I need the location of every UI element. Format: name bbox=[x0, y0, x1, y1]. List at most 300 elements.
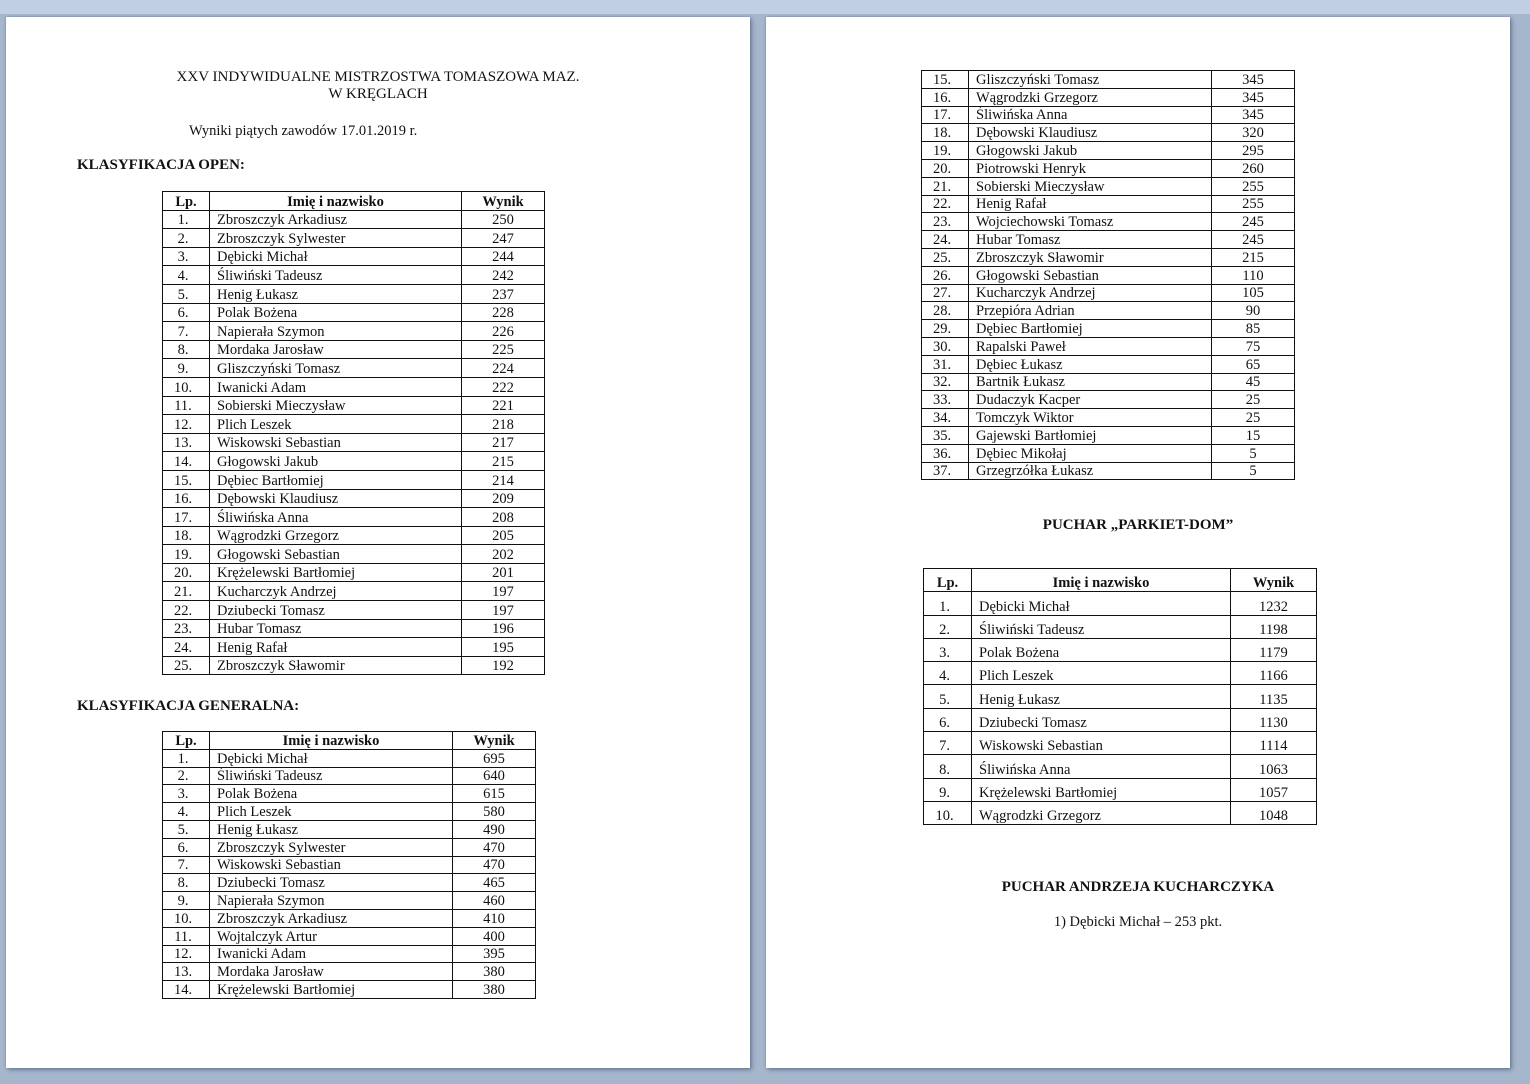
table-row bbox=[922, 391, 1295, 409]
row-score: 465 bbox=[453, 874, 536, 892]
row-player-name: Gliszczyński Tomasz bbox=[210, 359, 462, 378]
row-score: 1057 bbox=[1231, 778, 1317, 801]
table-row bbox=[163, 820, 536, 838]
table-row bbox=[922, 71, 1295, 89]
row-player-name: Krężelewski Bartłomiej bbox=[210, 981, 453, 999]
row-score: 222 bbox=[462, 377, 545, 396]
table-row bbox=[163, 619, 545, 638]
row-score: 244 bbox=[462, 247, 545, 266]
row-rank: 20. bbox=[922, 159, 969, 177]
row-player-name: Dębicki Michał bbox=[210, 749, 453, 767]
document-page-1 bbox=[6, 17, 750, 1068]
row-score: 25 bbox=[1212, 391, 1295, 409]
row-player-name: Dębicki Michał bbox=[210, 247, 462, 266]
row-score: 25 bbox=[1212, 409, 1295, 427]
header-score: Wynik bbox=[453, 732, 536, 750]
row-rank: 9. bbox=[163, 892, 210, 910]
row-rank: 4. bbox=[163, 266, 210, 285]
table-row bbox=[163, 284, 545, 303]
row-player-name: Śliwiński Tadeusz bbox=[972, 615, 1231, 638]
table-row bbox=[163, 396, 545, 415]
row-rank: 22. bbox=[922, 195, 969, 213]
row-rank: 10. bbox=[163, 909, 210, 927]
row-player-name: Dziubecki Tomasz bbox=[972, 708, 1231, 731]
row-score: 110 bbox=[1212, 266, 1295, 284]
row-player-name: Henig Rafał bbox=[969, 195, 1212, 213]
kucharczyk-cup-result: 1) Dębicki Michał – 253 pkt. bbox=[1053, 914, 1223, 930]
row-rank: 5. bbox=[163, 284, 210, 303]
row-score: 214 bbox=[462, 470, 545, 489]
row-score: 260 bbox=[1212, 159, 1295, 177]
row-rank: 12. bbox=[163, 945, 210, 963]
row-rank: 17. bbox=[163, 508, 210, 527]
row-rank: 8. bbox=[163, 874, 210, 892]
row-player-name: Plich Leszek bbox=[210, 415, 462, 434]
row-score: 192 bbox=[462, 656, 545, 675]
row-player-name: Henig Rafał bbox=[210, 638, 462, 657]
row-player-name: Napierała Szymon bbox=[210, 322, 462, 341]
row-rank: 15. bbox=[922, 71, 969, 89]
row-rank: 34. bbox=[922, 409, 969, 427]
row-player-name: Dudaczyk Kacper bbox=[969, 391, 1212, 409]
row-rank: 23. bbox=[163, 619, 210, 638]
row-player-name: Kucharczyk Andrzej bbox=[210, 582, 462, 601]
parkiet-dom-cup-heading: PUCHAR „PARKIET-DOM” bbox=[1042, 517, 1234, 533]
table-row bbox=[163, 210, 545, 229]
table-row bbox=[163, 526, 545, 545]
table-row bbox=[922, 409, 1295, 427]
row-rank: 27. bbox=[922, 284, 969, 302]
title-line-2: W KRĘGLACH bbox=[328, 86, 428, 102]
row-player-name: Wiskowski Sebastian bbox=[210, 856, 453, 874]
table-row bbox=[922, 159, 1295, 177]
row-score: 490 bbox=[453, 820, 536, 838]
row-player-name: Henig Łukasz bbox=[210, 820, 453, 838]
row-rank: 4. bbox=[163, 803, 210, 821]
table-row bbox=[163, 322, 545, 341]
results-subtitle: Wyniki piątych zawodów 17.01.2019 r. bbox=[189, 123, 418, 139]
row-score: 65 bbox=[1212, 355, 1295, 373]
table-row bbox=[922, 195, 1295, 213]
row-player-name: Przepióra Adrian bbox=[969, 302, 1212, 320]
row-rank: 11. bbox=[163, 396, 210, 415]
table-row bbox=[922, 284, 1295, 302]
row-score: 15 bbox=[1212, 426, 1295, 444]
row-score: 201 bbox=[462, 563, 545, 582]
row-score: 1114 bbox=[1231, 732, 1317, 755]
row-score: 1063 bbox=[1231, 755, 1317, 778]
row-score: 255 bbox=[1212, 195, 1295, 213]
row-rank: 3. bbox=[163, 785, 210, 803]
row-player-name: Głogowski Jakub bbox=[969, 142, 1212, 160]
row-rank: 19. bbox=[922, 142, 969, 160]
row-score: 196 bbox=[462, 619, 545, 638]
table-header-row bbox=[163, 732, 536, 750]
document-page-2 bbox=[766, 17, 1510, 1068]
row-player-name: Plich Leszek bbox=[972, 662, 1231, 685]
row-player-name: Śliwiński Tadeusz bbox=[210, 266, 462, 285]
table-row bbox=[163, 377, 545, 396]
table-row bbox=[163, 582, 545, 601]
row-player-name: Iwanicki Adam bbox=[210, 945, 453, 963]
row-score: 85 bbox=[1212, 320, 1295, 338]
row-score: 250 bbox=[462, 210, 545, 229]
row-rank: 28. bbox=[922, 302, 969, 320]
row-player-name: Henig Łukasz bbox=[210, 284, 462, 303]
row-rank: 2. bbox=[163, 767, 210, 785]
header-score: Wynik bbox=[1231, 569, 1317, 592]
row-player-name: Piotrowski Henryk bbox=[969, 159, 1212, 177]
table-row bbox=[922, 355, 1295, 373]
row-player-name: Plich Leszek bbox=[210, 803, 453, 821]
row-player-name: Polak Bożena bbox=[210, 303, 462, 322]
row-rank: 22. bbox=[163, 601, 210, 620]
row-score: 195 bbox=[462, 638, 545, 657]
row-score: 400 bbox=[453, 927, 536, 945]
row-score: 1135 bbox=[1231, 685, 1317, 708]
row-rank: 7. bbox=[163, 856, 210, 874]
table-row bbox=[163, 340, 545, 359]
row-rank: 8. bbox=[924, 755, 972, 778]
row-score: 5 bbox=[1212, 462, 1295, 480]
row-rank: 2. bbox=[163, 229, 210, 248]
row-score: 615 bbox=[453, 785, 536, 803]
row-score: 224 bbox=[462, 359, 545, 378]
row-score: 209 bbox=[462, 489, 545, 508]
row-rank: 7. bbox=[163, 322, 210, 341]
row-rank: 29. bbox=[922, 320, 969, 338]
table-row bbox=[922, 444, 1295, 462]
table-header-row bbox=[924, 569, 1317, 592]
row-player-name: Wojciechowski Tomasz bbox=[969, 213, 1212, 231]
row-player-name: Głogowski Sebastian bbox=[969, 266, 1212, 284]
row-score: 237 bbox=[462, 284, 545, 303]
table-row bbox=[163, 489, 545, 508]
row-player-name: Dziubecki Tomasz bbox=[210, 874, 453, 892]
table-row bbox=[922, 124, 1295, 142]
row-player-name: Krężelewski Bartłomiej bbox=[972, 778, 1231, 801]
row-score: 1130 bbox=[1231, 708, 1317, 731]
row-score: 5 bbox=[1212, 444, 1295, 462]
table-row bbox=[922, 106, 1295, 124]
row-rank: 24. bbox=[922, 231, 969, 249]
row-rank: 11. bbox=[163, 927, 210, 945]
row-rank: 16. bbox=[163, 489, 210, 508]
table-row bbox=[924, 662, 1317, 685]
row-rank: 17. bbox=[922, 106, 969, 124]
row-score: 380 bbox=[453, 963, 536, 981]
row-score: 221 bbox=[462, 396, 545, 415]
row-score: 1048 bbox=[1231, 801, 1317, 824]
row-rank: 1. bbox=[924, 592, 972, 615]
table-row bbox=[163, 945, 536, 963]
row-score: 345 bbox=[1212, 71, 1295, 89]
general-classification-heading: KLASYFIKACJA GENERALNA: bbox=[77, 698, 300, 714]
row-player-name: Głogowski Sebastian bbox=[210, 545, 462, 564]
row-score: 197 bbox=[462, 582, 545, 601]
title-line-1: XXV INDYWIDUALNE MISTRZOSTWA TOMASZOWA MAZ. bbox=[176, 69, 580, 85]
row-player-name: Śliwińska Anna bbox=[972, 755, 1231, 778]
row-rank: 25. bbox=[163, 656, 210, 675]
general-classification-table bbox=[162, 731, 536, 999]
row-rank: 35. bbox=[922, 426, 969, 444]
row-player-name: Wojtalczyk Artur bbox=[210, 927, 453, 945]
row-rank: 19. bbox=[163, 545, 210, 564]
table-row bbox=[924, 755, 1317, 778]
row-rank: 20. bbox=[163, 563, 210, 582]
row-score: 205 bbox=[462, 526, 545, 545]
header-name: Imię i nazwisko bbox=[972, 569, 1231, 592]
table-row bbox=[163, 266, 545, 285]
row-rank: 24. bbox=[163, 638, 210, 657]
row-rank: 36. bbox=[922, 444, 969, 462]
row-player-name: Tomczyk Wiktor bbox=[969, 409, 1212, 427]
row-rank: 32. bbox=[922, 373, 969, 391]
table-row bbox=[922, 373, 1295, 391]
table-row bbox=[922, 231, 1295, 249]
row-score: 1232 bbox=[1231, 592, 1317, 615]
row-score: 247 bbox=[462, 229, 545, 248]
row-score: 225 bbox=[462, 340, 545, 359]
row-rank: 13. bbox=[163, 433, 210, 452]
row-player-name: Gajewski Bartłomiej bbox=[969, 426, 1212, 444]
row-score: 1198 bbox=[1231, 615, 1317, 638]
row-rank: 1. bbox=[163, 210, 210, 229]
table-row bbox=[163, 508, 545, 527]
row-player-name: Śliwińska Anna bbox=[969, 106, 1212, 124]
row-score: 218 bbox=[462, 415, 545, 434]
row-player-name: Krężelewski Bartłomiej bbox=[210, 563, 462, 582]
row-rank: 10. bbox=[163, 377, 210, 396]
row-rank: 4. bbox=[924, 662, 972, 685]
row-rank: 6. bbox=[163, 303, 210, 322]
row-player-name: Wiskowski Sebastian bbox=[972, 732, 1231, 755]
table-row bbox=[924, 685, 1317, 708]
row-rank: 21. bbox=[163, 582, 210, 601]
row-player-name: Wiskowski Sebastian bbox=[210, 433, 462, 452]
row-player-name: Zbroszczyk Sylwester bbox=[210, 229, 462, 248]
table-row bbox=[163, 470, 545, 489]
row-player-name: Zbroszczyk Sławomir bbox=[969, 248, 1212, 266]
table-row bbox=[924, 592, 1317, 615]
row-score: 208 bbox=[462, 508, 545, 527]
table-row bbox=[163, 247, 545, 266]
row-score: 410 bbox=[453, 909, 536, 927]
table-row bbox=[163, 303, 545, 322]
table-row bbox=[922, 320, 1295, 338]
kucharczyk-cup-heading: PUCHAR ANDRZEJA KUCHARCZYKA bbox=[1001, 879, 1275, 895]
row-player-name: Napierała Szymon bbox=[210, 892, 453, 910]
row-player-name: Gliszczyński Tomasz bbox=[969, 71, 1212, 89]
table-row bbox=[163, 433, 545, 452]
table-row bbox=[163, 749, 536, 767]
row-player-name: Wągrodzki Grzegorz bbox=[210, 526, 462, 545]
row-score: 695 bbox=[453, 749, 536, 767]
row-rank: 6. bbox=[163, 838, 210, 856]
table-row bbox=[163, 785, 536, 803]
row-player-name: Dębiec Bartłomiej bbox=[210, 470, 462, 489]
row-score: 580 bbox=[453, 803, 536, 821]
row-score: 255 bbox=[1212, 177, 1295, 195]
row-player-name: Dębiec Mikołaj bbox=[969, 444, 1212, 462]
row-score: 215 bbox=[462, 452, 545, 471]
table-row bbox=[924, 732, 1317, 755]
row-rank: 25. bbox=[922, 248, 969, 266]
row-player-name: Zbroszczyk Arkadiusz bbox=[210, 210, 462, 229]
row-score: 470 bbox=[453, 856, 536, 874]
row-rank: 14. bbox=[163, 981, 210, 999]
row-rank: 23. bbox=[922, 213, 969, 231]
row-rank: 18. bbox=[922, 124, 969, 142]
row-score: 245 bbox=[1212, 213, 1295, 231]
row-rank: 31. bbox=[922, 355, 969, 373]
open-classification-heading: KLASYFIKACJA OPEN: bbox=[77, 157, 245, 173]
row-player-name: Dębiec Łukasz bbox=[969, 355, 1212, 373]
row-player-name: Dębicki Michał bbox=[972, 592, 1231, 615]
row-rank: 2. bbox=[924, 615, 972, 638]
row-player-name: Polak Bożena bbox=[210, 785, 453, 803]
row-score: 345 bbox=[1212, 88, 1295, 106]
row-score: 1179 bbox=[1231, 638, 1317, 661]
row-score: 320 bbox=[1212, 124, 1295, 142]
row-score: 215 bbox=[1212, 248, 1295, 266]
row-player-name: Zbroszczyk Arkadiusz bbox=[210, 909, 453, 927]
row-score: 90 bbox=[1212, 302, 1295, 320]
row-score: 460 bbox=[453, 892, 536, 910]
row-player-name: Hubar Tomasz bbox=[969, 231, 1212, 249]
table-row bbox=[922, 302, 1295, 320]
table-row bbox=[163, 963, 536, 981]
table-row bbox=[922, 337, 1295, 355]
row-rank: 12. bbox=[163, 415, 210, 434]
row-rank: 14. bbox=[163, 452, 210, 471]
table-row bbox=[163, 892, 536, 910]
row-score: 197 bbox=[462, 601, 545, 620]
row-rank: 10. bbox=[924, 801, 972, 824]
row-score: 345 bbox=[1212, 106, 1295, 124]
table-row bbox=[924, 778, 1317, 801]
table-row bbox=[922, 142, 1295, 160]
table-row bbox=[922, 213, 1295, 231]
row-player-name: Mordaka Jarosław bbox=[210, 340, 462, 359]
row-player-name: Dębowski Klaudiusz bbox=[210, 489, 462, 508]
row-player-name: Zbroszczyk Sylwester bbox=[210, 838, 453, 856]
row-rank: 33. bbox=[922, 391, 969, 409]
parkiet-dom-cup-table bbox=[923, 568, 1317, 825]
row-rank: 21. bbox=[922, 177, 969, 195]
row-player-name: Hubar Tomasz bbox=[210, 619, 462, 638]
row-player-name: Dziubecki Tomasz bbox=[210, 601, 462, 620]
row-rank: 7. bbox=[924, 732, 972, 755]
table-row bbox=[163, 229, 545, 248]
open-classification-table bbox=[162, 191, 545, 675]
table-row bbox=[924, 708, 1317, 731]
table-row bbox=[163, 563, 545, 582]
header-name: Imię i nazwisko bbox=[210, 192, 462, 211]
header-score: Wynik bbox=[462, 192, 545, 211]
general-classification-table-continued bbox=[921, 70, 1295, 480]
table-row bbox=[163, 909, 536, 927]
table-row bbox=[922, 462, 1295, 480]
row-rank: 18. bbox=[163, 526, 210, 545]
row-rank: 30. bbox=[922, 337, 969, 355]
table-row bbox=[163, 452, 545, 471]
header-lp: Lp. bbox=[924, 569, 972, 592]
row-player-name: Sobierski Mieczysław bbox=[969, 177, 1212, 195]
row-rank: 8. bbox=[163, 340, 210, 359]
table-row bbox=[163, 415, 545, 434]
row-rank: 26. bbox=[922, 266, 969, 284]
table-row bbox=[922, 426, 1295, 444]
table-row bbox=[163, 545, 545, 564]
row-rank: 3. bbox=[163, 247, 210, 266]
row-rank: 9. bbox=[163, 359, 210, 378]
header-lp: Lp. bbox=[163, 732, 210, 750]
header-lp: Lp. bbox=[163, 192, 210, 211]
row-score: 242 bbox=[462, 266, 545, 285]
table-row bbox=[163, 927, 536, 945]
table-row bbox=[163, 359, 545, 378]
table-row bbox=[922, 248, 1295, 266]
table-row bbox=[163, 803, 536, 821]
row-player-name: Rapalski Paweł bbox=[969, 337, 1212, 355]
window-top-strip bbox=[0, 0, 1530, 14]
table-row bbox=[163, 838, 536, 856]
table-row bbox=[163, 656, 545, 675]
row-rank: 13. bbox=[163, 963, 210, 981]
row-score: 640 bbox=[453, 767, 536, 785]
row-score: 45 bbox=[1212, 373, 1295, 391]
table-row bbox=[924, 638, 1317, 661]
table-row bbox=[922, 177, 1295, 195]
row-rank: 15. bbox=[163, 470, 210, 489]
row-player-name: Grzegrzółka Łukasz bbox=[969, 462, 1212, 480]
row-player-name: Iwanicki Adam bbox=[210, 377, 462, 396]
row-player-name: Głogowski Jakub bbox=[210, 452, 462, 471]
row-player-name: Bartnik Łukasz bbox=[969, 373, 1212, 391]
row-score: 105 bbox=[1212, 284, 1295, 302]
row-score: 202 bbox=[462, 545, 545, 564]
row-player-name: Wągrodzki Grzegorz bbox=[972, 801, 1231, 824]
row-player-name: Śliwińska Anna bbox=[210, 508, 462, 527]
table-row bbox=[163, 874, 536, 892]
row-score: 228 bbox=[462, 303, 545, 322]
row-rank: 37. bbox=[922, 462, 969, 480]
row-rank: 5. bbox=[924, 685, 972, 708]
table-row bbox=[163, 601, 545, 620]
header-name: Imię i nazwisko bbox=[210, 732, 453, 750]
row-player-name: Zbroszczyk Sławomir bbox=[210, 656, 462, 675]
row-score: 226 bbox=[462, 322, 545, 341]
row-score: 245 bbox=[1212, 231, 1295, 249]
row-score: 75 bbox=[1212, 337, 1295, 355]
row-score: 380 bbox=[453, 981, 536, 999]
table-row bbox=[163, 981, 536, 999]
row-score: 470 bbox=[453, 838, 536, 856]
row-score: 395 bbox=[453, 945, 536, 963]
row-player-name: Wągrodzki Grzegorz bbox=[969, 88, 1212, 106]
table-row bbox=[163, 767, 536, 785]
row-rank: 1. bbox=[163, 749, 210, 767]
row-rank: 9. bbox=[924, 778, 972, 801]
table-row bbox=[163, 856, 536, 874]
row-player-name: Mordaka Jarosław bbox=[210, 963, 453, 981]
row-rank: 3. bbox=[924, 638, 972, 661]
table-row bbox=[924, 801, 1317, 824]
table-header-row bbox=[163, 192, 545, 211]
row-score: 1166 bbox=[1231, 662, 1317, 685]
row-score: 217 bbox=[462, 433, 545, 452]
